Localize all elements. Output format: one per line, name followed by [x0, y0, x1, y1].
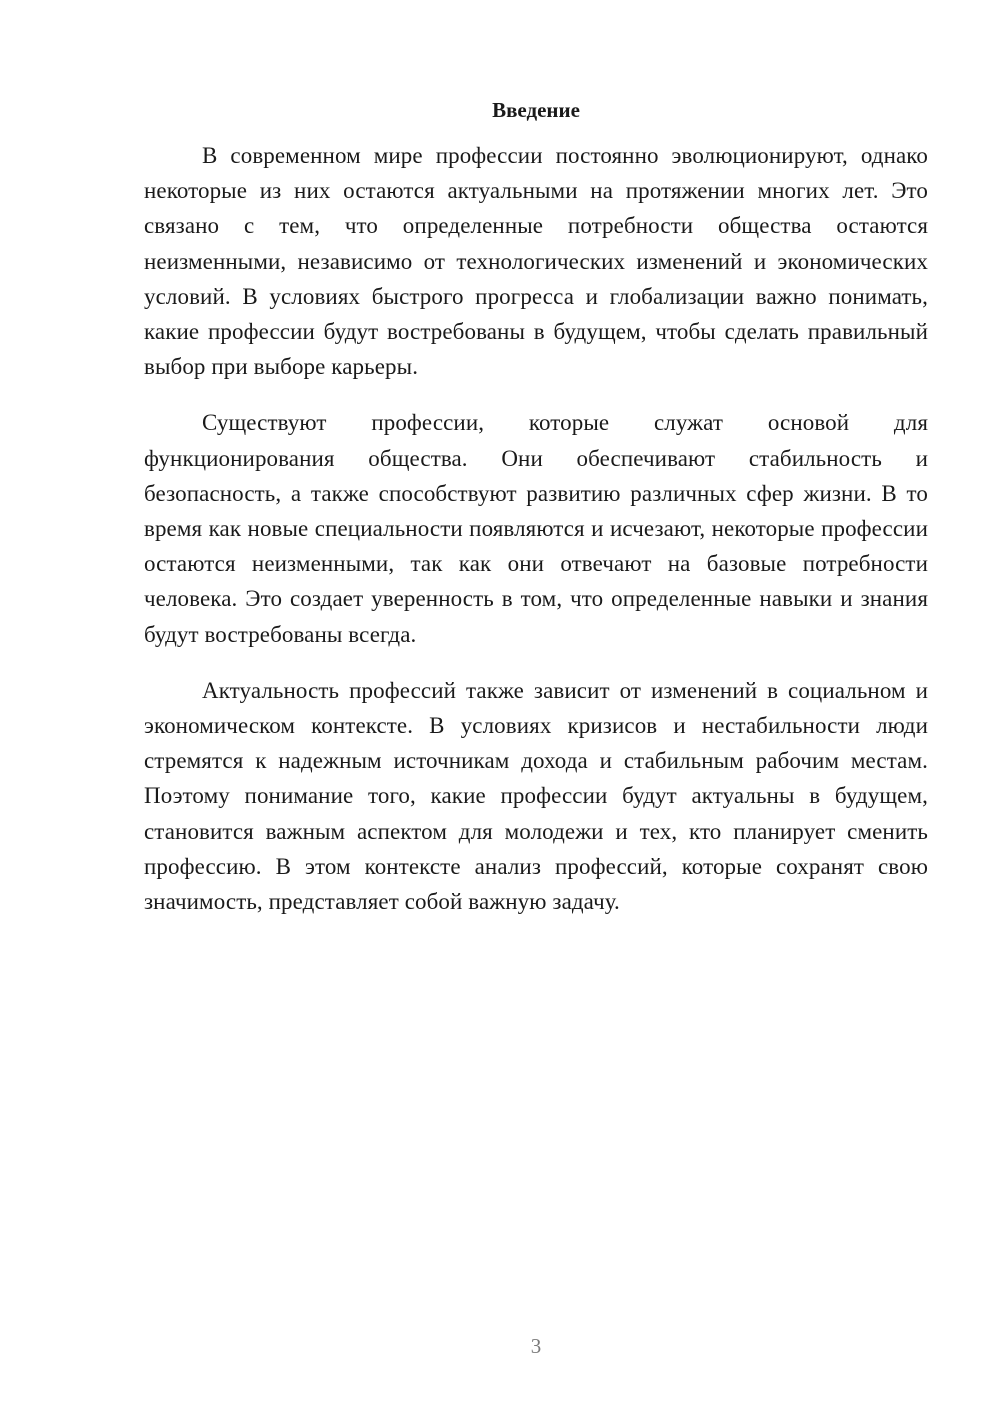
page-number: 3 [530, 1334, 542, 1358]
paragraph-2: Существуют профессии, которые служат основой для функционирования общества. Они обеспечивают стабильность и безопасность, а также способствуют развитию различных сфер жизни. В то время как новые специальности появляются и исчезают, некоторые профессии остаются неизменными, так как они отвечают на базовые потребности человека. Это создает уверенность в том, что определенные навыки и знания будут востребованы всегда. [144, 410, 928, 647]
page-content [144, 94, 928, 940]
paragraph-3: Актуальность профессий также зависит от изменений в социальном и экономическом контексте. В условиях кризисов и нестабильности люди стремятся к надежным источникам дохода и стабильным рабочим местам. Поэтому понимание того, какие профессии будут актуальны в будущем, становится важным аспектом для молодежи и тех, кто планирует сменить профессию. В этом контексте анализ профессий, которые сохранят свою значимость, представляет собой важную задачу. [144, 677, 928, 915]
paragraph-1: В современном мире профессии постоянно эволюционируют, однако некоторые из них остаются актуальными на протяжении многих лет. Это связано с тем, что определенные потребности общества остаются неизменными, независимо от технологических изменений и экономических условий. В условиях быстрого прогресса и глобализации важно понимать, какие профессии будут востребованы в будущем, чтобы сделать правильный выбор при выборе карьеры. [144, 143, 928, 380]
section-heading: Введение [492, 98, 580, 122]
